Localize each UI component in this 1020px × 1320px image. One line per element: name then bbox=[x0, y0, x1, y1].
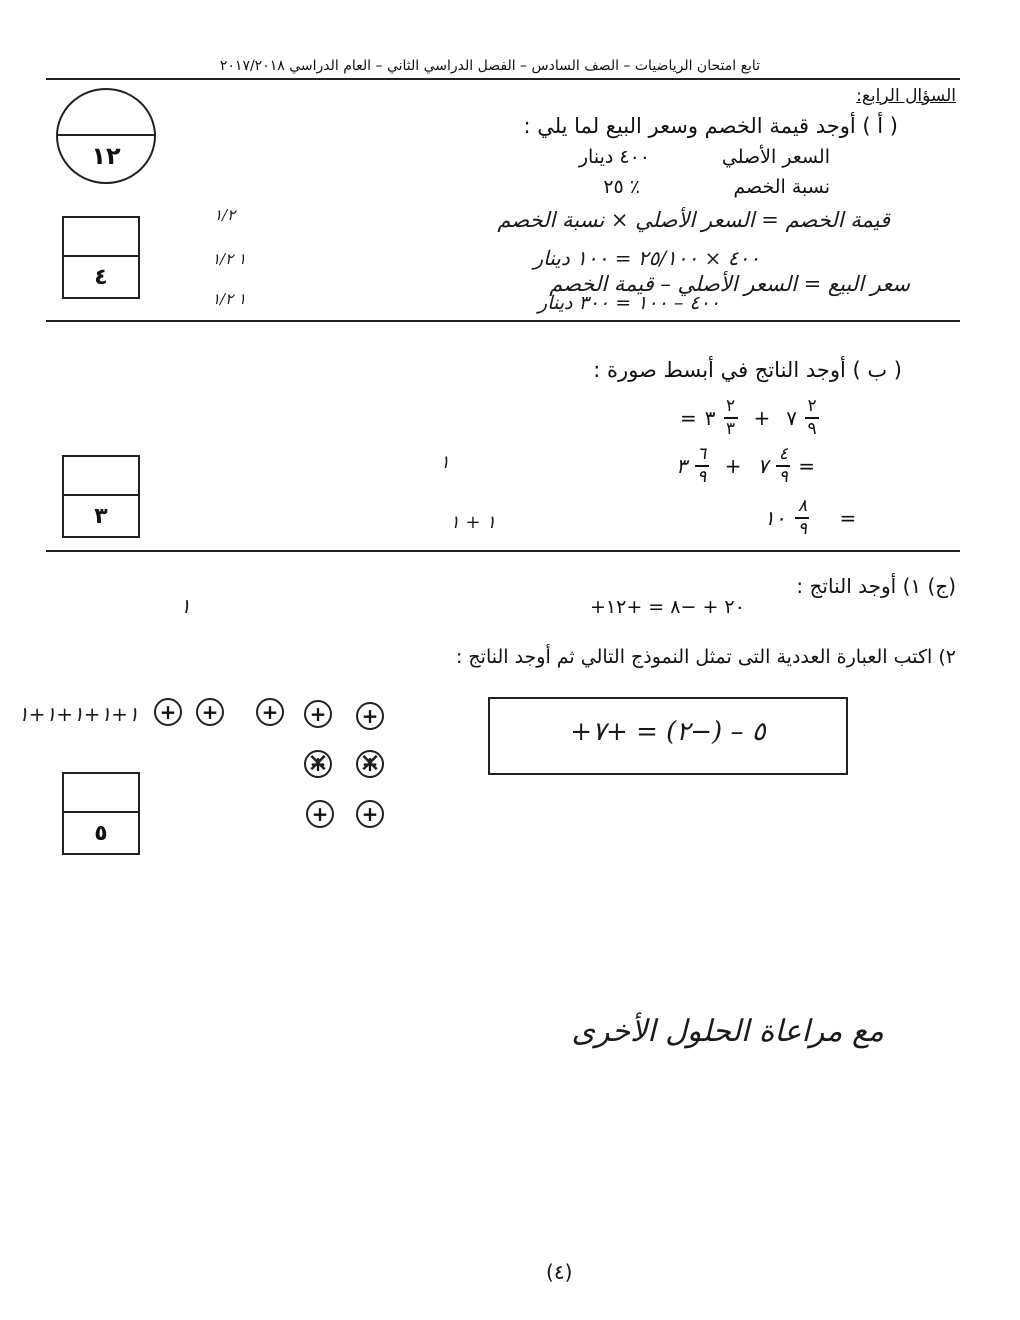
answer-box bbox=[488, 697, 848, 775]
eq-sign: = bbox=[839, 505, 857, 530]
fraction bbox=[805, 398, 819, 438]
numerator: ٨ bbox=[797, 496, 808, 516]
exam-header: تابع امتحان الرياضيات – الصف السادس – الفصل الدراسي الثاني – العام الدراسي ٢٠١٧/٢٠١٨ bbox=[219, 58, 761, 74]
total-score-circle bbox=[56, 88, 156, 184]
part-c-q1-expr: +٢٠ + −٨ = +١٢ bbox=[590, 596, 745, 618]
numerator: ٤ bbox=[778, 444, 788, 464]
fraction-line-1 bbox=[680, 398, 819, 438]
numerator: ٢ bbox=[807, 396, 817, 416]
discount-rate-label: نسبة الخصم bbox=[733, 176, 830, 198]
counter-token-plus: + bbox=[154, 698, 182, 726]
whole-number: ٧ bbox=[786, 405, 798, 430]
score-box-blank bbox=[64, 457, 138, 496]
counter-token-plus: + bbox=[196, 698, 224, 726]
fraction bbox=[695, 446, 709, 486]
page-number: (٤) bbox=[546, 1260, 573, 1284]
answer-expression: +٥ – (−٢) = +٧ bbox=[570, 717, 766, 747]
whole-number: ١٠ bbox=[764, 505, 786, 530]
whole-number: ٧ bbox=[757, 453, 769, 478]
part-c-q1-label: (ج) ١) أوجد الناتج : bbox=[796, 574, 956, 598]
total-score: ١٢ bbox=[91, 142, 121, 170]
fraction bbox=[776, 446, 790, 486]
fraction-line-3 bbox=[764, 498, 856, 538]
part-a-score-box bbox=[62, 216, 140, 299]
whole-number: ٣ bbox=[704, 405, 716, 430]
divider-a bbox=[46, 320, 960, 322]
eq-sign: = bbox=[798, 453, 816, 478]
plus-sign: + bbox=[753, 405, 771, 430]
denominator: ٣ bbox=[725, 418, 736, 439]
counter-token-plus: + bbox=[256, 698, 284, 726]
score-box-blank bbox=[64, 218, 138, 257]
part-a-prompt: ( أ ) أوجد قيمة الخصم وسعر البيع لما يلي : bbox=[523, 114, 898, 138]
part-a-score: ٤ bbox=[94, 264, 108, 290]
denominator: ٩ bbox=[797, 518, 808, 539]
part-c-score: ٥ bbox=[94, 820, 108, 846]
counter-token-crossed: + ✕ bbox=[304, 750, 332, 778]
margin-mark-3: ١ ١/٢ bbox=[212, 290, 247, 308]
part-b-score-box bbox=[62, 455, 140, 538]
fraction bbox=[724, 398, 738, 438]
part-c-margin-marks: ١+١+١+١+١ bbox=[18, 702, 139, 726]
divider-b bbox=[46, 550, 960, 552]
fraction bbox=[795, 498, 809, 538]
part-b-prompt: ( ب ) أوجد الناتج في أبسط صورة : bbox=[593, 358, 902, 382]
part-b-score: ٣ bbox=[94, 503, 108, 529]
denominator: ٩ bbox=[807, 418, 817, 439]
original-price-label: السعر الأصلي bbox=[721, 146, 830, 168]
handwritten-line-1: قيمة الخصم = السعر الأصلي × نسبة الخصم bbox=[497, 208, 890, 232]
score-box-blank bbox=[64, 774, 138, 813]
eq-sign: = bbox=[680, 405, 697, 430]
denominator: ٩ bbox=[697, 466, 707, 487]
counter-token-plus: + bbox=[304, 700, 332, 728]
margin-mark-2: ١ ١/٢ bbox=[212, 250, 247, 268]
header-rule bbox=[46, 78, 960, 80]
whole-number: ٣ bbox=[676, 453, 687, 478]
plus-sign: + bbox=[724, 453, 742, 478]
counter-token-plus: + bbox=[306, 800, 334, 828]
part-c-score-box bbox=[62, 772, 140, 855]
margin-mark-1: ١/٢ bbox=[214, 206, 236, 224]
handwritten-line-3: سعر البيع = السعر الأصلي – قيمة الخصم bbox=[549, 272, 910, 296]
part-b-mark-2: ١ + ١ bbox=[450, 512, 496, 533]
part-c-q1-mark: ١ bbox=[180, 594, 191, 618]
part-c-q2-prompt: ٢) اكتب العبارة العددية التى تمثل النموذج التالي ثم أوجد الناتج : bbox=[455, 646, 956, 668]
counter-token-plus: + bbox=[356, 800, 384, 828]
handwritten-line-2: ٤٠٠ × ٢٥/١٠٠ = ١٠٠ دينار bbox=[533, 246, 760, 270]
original-price-value: ٤٠٠ دينار bbox=[578, 146, 650, 168]
fraction-line-2 bbox=[676, 446, 815, 486]
discount-rate-value: ٢٥ ٪ bbox=[603, 176, 640, 198]
counter-token-plus: + bbox=[356, 702, 384, 730]
question-title: السؤال الرابع: bbox=[856, 86, 956, 106]
part-b-mark-1: ١ bbox=[440, 452, 450, 473]
numerator: ٢ bbox=[725, 396, 736, 416]
denominator: ٩ bbox=[778, 466, 788, 487]
counter-token-crossed: + ✕ bbox=[356, 750, 384, 778]
score-divider bbox=[58, 134, 154, 136]
handwritten-line-4: ٤٠٠ – ١٠٠ = ٣٠٠ دينار bbox=[538, 292, 720, 314]
footer-note: مع مراعاة الحلول الأخرى bbox=[571, 1014, 884, 1049]
numerator: ٦ bbox=[697, 444, 707, 464]
